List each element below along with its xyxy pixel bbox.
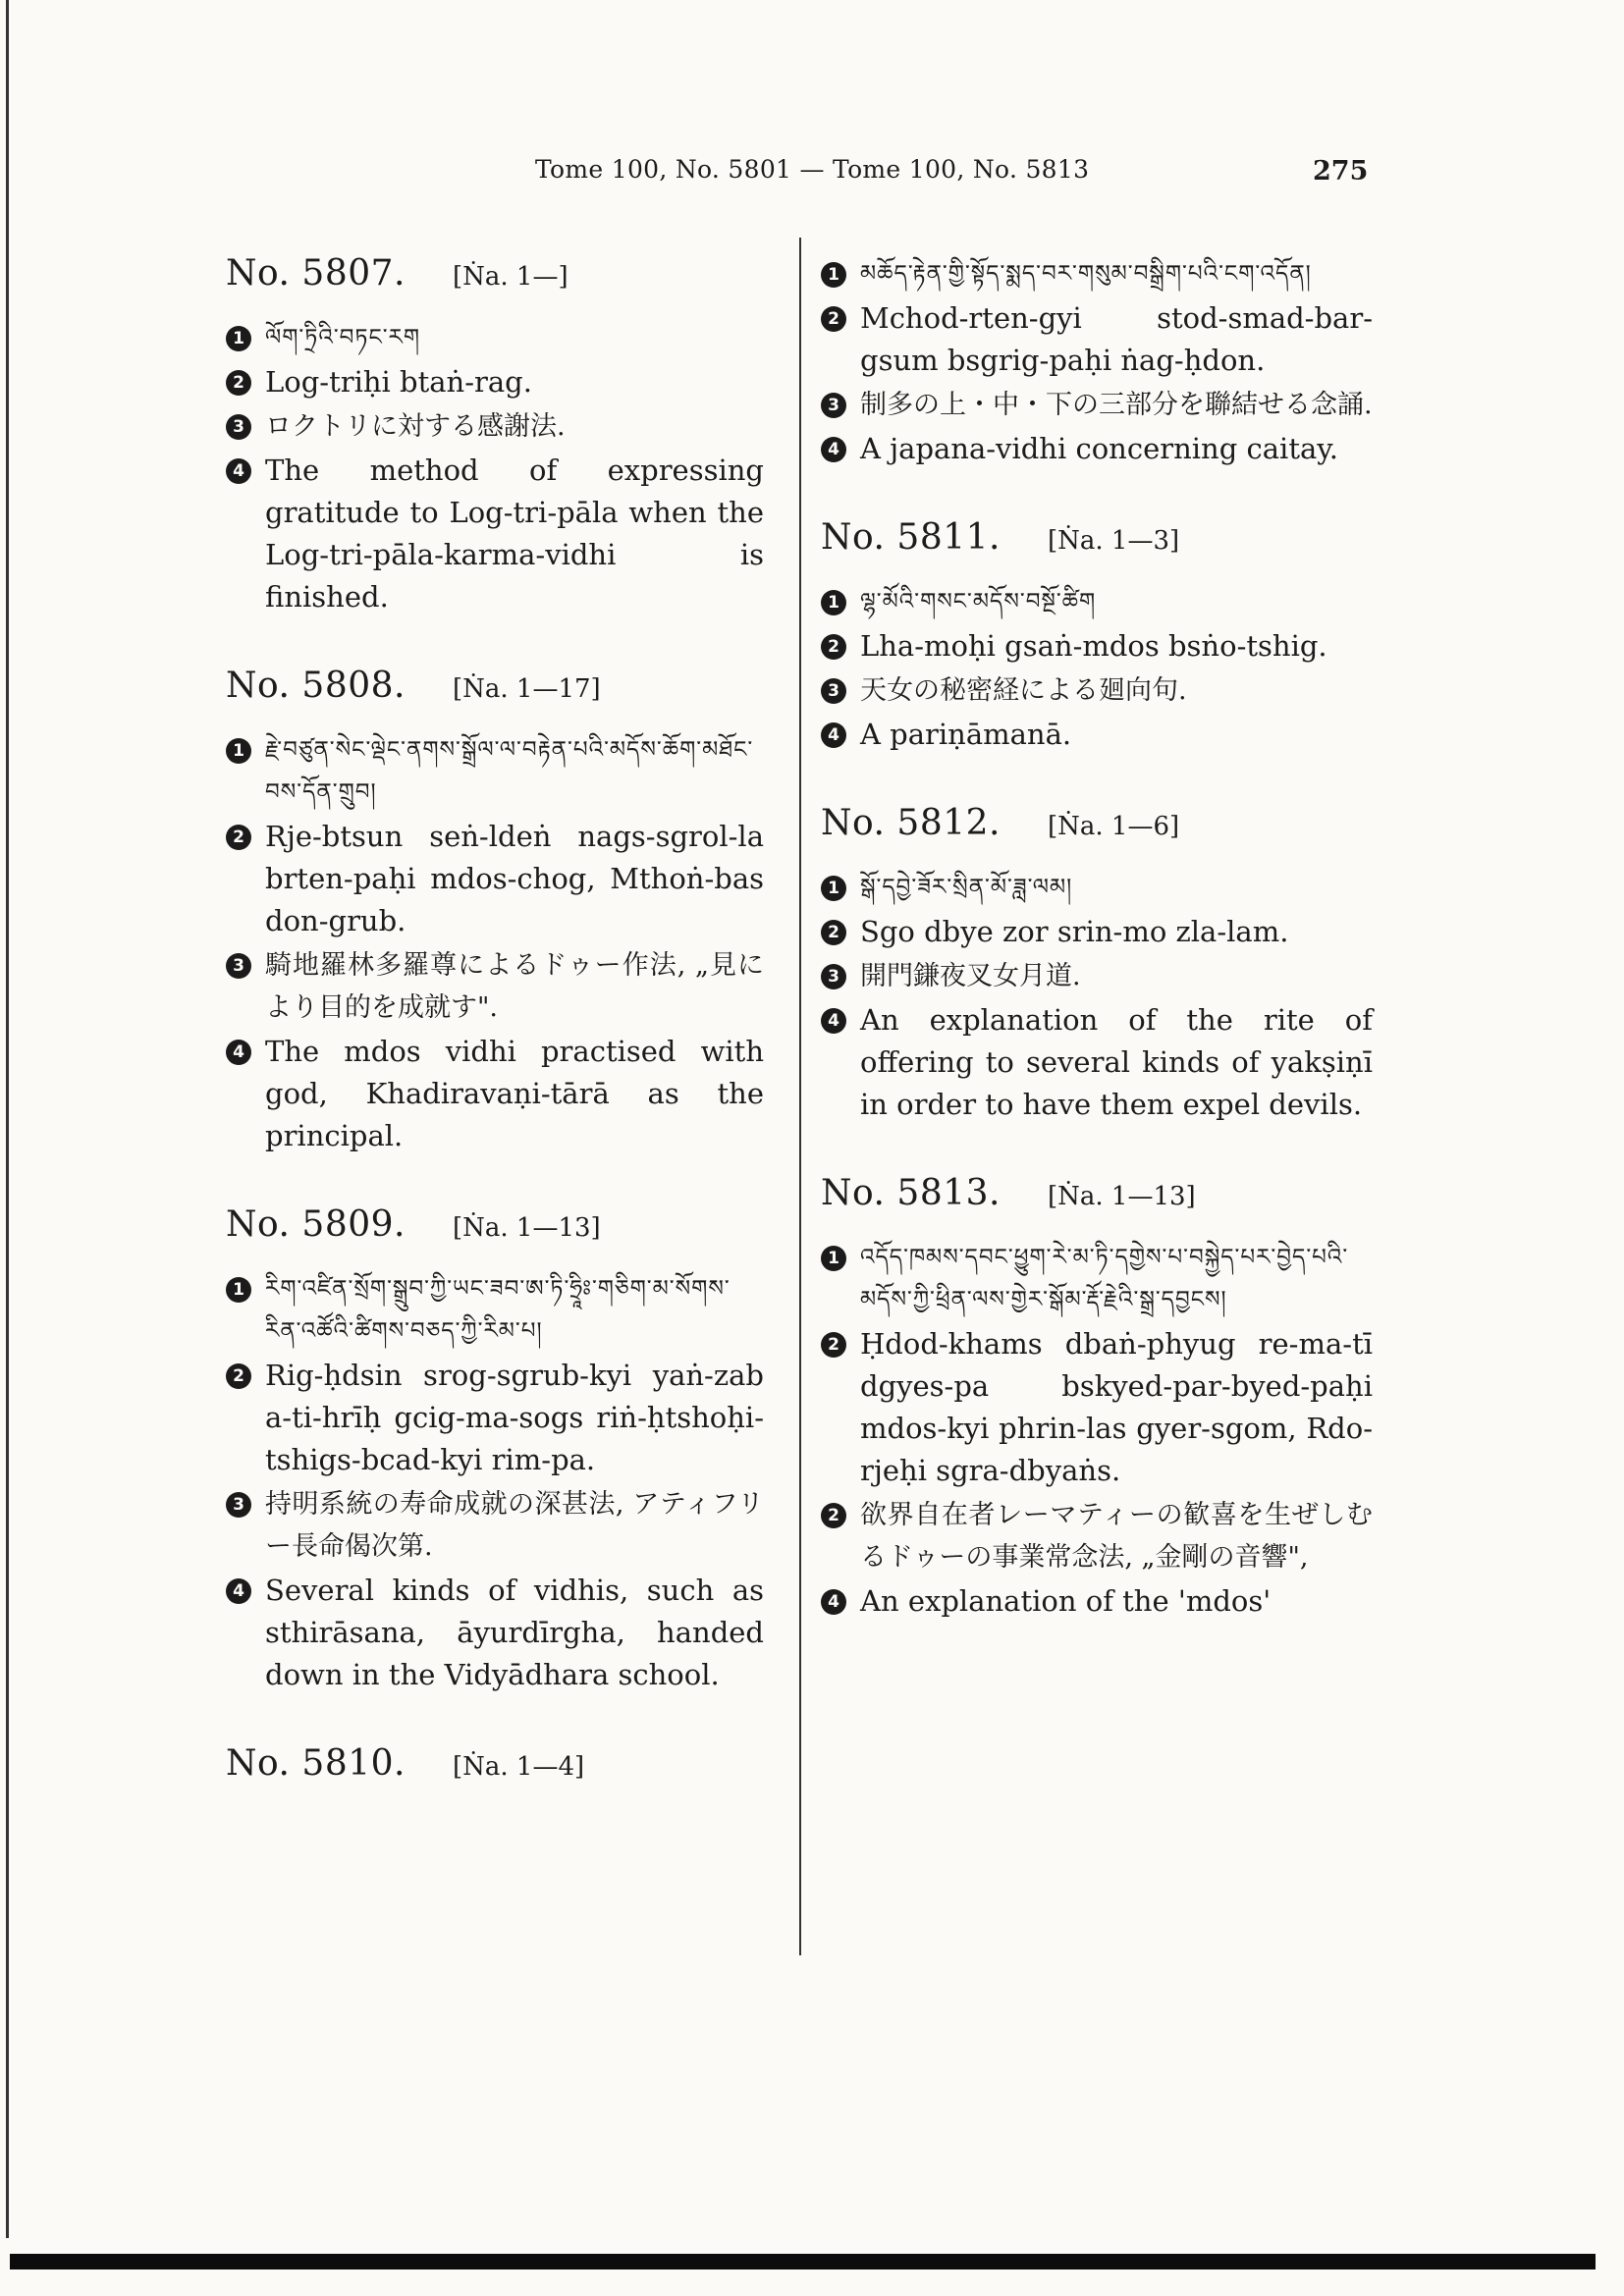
entry-number: No. 5807. xyxy=(226,253,406,294)
entry-5807 xyxy=(226,253,764,618)
entry-5811 xyxy=(821,517,1373,756)
transliteration: Sgo dbye zor srin-mo zla-lam. xyxy=(860,915,1289,948)
circled-three-icon: 3 xyxy=(226,414,251,440)
transliteration-item xyxy=(226,816,764,942)
tibetan-title-item xyxy=(821,867,1373,909)
tibetan-title: མཆོད་རྟེན་གྱི་སྟོད་སྨད་བར་གསུམ་བསྒྲིག་པའི་ངག་འདོན། xyxy=(860,261,1312,287)
running-head: Tome 100, No. 5801 — Tome 100, No. 5813 xyxy=(535,155,1090,184)
transliteration-item xyxy=(821,911,1373,953)
japanese-title: 欲界自在者レーマティーの歓喜を生ぜしむるドゥーの事業常念法, „金剛の音響", xyxy=(860,1500,1373,1573)
tibetan-title-item xyxy=(821,581,1373,623)
entry-5812 xyxy=(821,803,1373,1126)
entry-5813 xyxy=(821,1173,1373,1623)
entry-heading xyxy=(226,1743,764,1784)
circled-three-icon: 3 xyxy=(226,953,251,979)
circled-one-icon: 1 xyxy=(821,1246,846,1271)
entry-heading xyxy=(226,253,764,294)
entry-number: No. 5809. xyxy=(226,1204,406,1245)
transliteration-item xyxy=(226,361,764,403)
entry-range: [Ṅa. 1—13] xyxy=(1048,1182,1196,1211)
tibetan-title: འདོད་ཁམས་དབང་ཕྱུག་རེ་མ་ཏི་དགྱེས་པ་བསྐྱེད་པར་བྱེད་པའི་མདོས་ཀྱི་ཕྲིན་ལས་གྱེར་སྒོམ་རྡོ་རྗེའི་སྒྲ་དབྱངས། xyxy=(860,1245,1349,1312)
entry-number: No. 5808. xyxy=(226,666,406,706)
circled-two-icon: 2 xyxy=(821,1503,846,1528)
circled-one-icon: 1 xyxy=(226,326,251,351)
japanese-title: 持明系統の寿命成就の深甚法, アティフリー長命偈次第. xyxy=(265,1489,764,1562)
entry-5809 xyxy=(226,1204,764,1696)
circled-two-icon: 2 xyxy=(821,920,846,945)
english-description-item xyxy=(226,1031,764,1157)
japanese-title-item xyxy=(226,944,764,1029)
bottom-rule xyxy=(10,2254,1596,2269)
japanese-title: 制多の上・中・下の三部分を聯結せる念誦. xyxy=(860,390,1373,420)
scan-left-edge xyxy=(6,0,9,2238)
english-description-item xyxy=(821,1580,1373,1623)
transliteration: Rig-ḥdsin srog-sgrub-kyi yaṅ-zab a-ti-hrīḥ gcig-ma-sogs riṅ-ḥtshoḥi-tshigs-bcad-kyi rim-pa. xyxy=(265,1359,764,1476)
english-description: Several kinds of vidhis, such as sthirāsana, āyurdīrgha, handed down in the Vidyādhara school. xyxy=(265,1574,764,1691)
english-description: The method of expressing gratitude to Log-tri-pāla when the Log-tri-pāla-karma-vidhi is finished. xyxy=(265,454,764,614)
english-description: The mdos vidhi practised with god, Khadiravaṇi-tārā as the principal. xyxy=(265,1035,764,1152)
japanese-title-item xyxy=(821,1494,1373,1578)
english-description: An explanation of the 'mdos' xyxy=(860,1584,1272,1618)
entry-range: [Ṅa. 1—3] xyxy=(1048,526,1180,556)
circled-two-icon: 2 xyxy=(226,370,251,396)
transliteration: Rje-btsun seṅ-ldeṅ nags-sgrol-la brten-paḥi mdos-chog, Mthoṅ-bas don-grub. xyxy=(265,820,764,937)
tibetan-title-item xyxy=(226,317,764,359)
tibetan-title-item xyxy=(226,1268,764,1353)
japanese-title: ロクトリに対する感謝法. xyxy=(265,411,566,442)
circled-one-icon: 1 xyxy=(821,590,846,615)
circled-three-icon: 3 xyxy=(821,393,846,418)
entry-number: No. 5811. xyxy=(821,517,1001,558)
japanese-title: 天女の秘密経による廻向句. xyxy=(860,675,1187,706)
tibetan-title-item xyxy=(226,729,764,814)
entry-range: [Ṅa. 1—13] xyxy=(453,1213,601,1243)
circled-one-icon: 1 xyxy=(821,262,846,288)
entry-range: [Ṅa. 1—17] xyxy=(453,674,601,704)
english-description-item xyxy=(226,1570,764,1696)
tibetan-title: ལོག་ཏྲིའི་བཏང་རག xyxy=(265,325,421,350)
transliteration-item xyxy=(821,625,1373,667)
entry-number: No. 5813. xyxy=(821,1173,1001,1213)
english-description: An explanation of the rite of offering to several kinds of yakṣiṇī in order to have them expel devils. xyxy=(860,1003,1373,1121)
tibetan-title: སྒོ་དབྱེ་ཟོར་སྲིན་མོ་ཟླ་ལམ། xyxy=(860,875,1073,900)
english-description-item xyxy=(821,999,1373,1126)
entry-heading xyxy=(821,803,1373,843)
column-divider xyxy=(799,238,801,1955)
japanese-title-item xyxy=(821,384,1373,426)
entry-5810-continued xyxy=(821,253,1373,470)
japanese-title: 開門鎌夜叉女月道. xyxy=(860,961,1081,991)
entry-range: [Ṅa. 1—4] xyxy=(453,1752,585,1782)
tibetan-title-item xyxy=(821,253,1373,295)
circled-two-icon: 2 xyxy=(821,634,846,660)
circled-four-icon: 4 xyxy=(821,1589,846,1615)
entry-heading xyxy=(226,666,764,706)
transliteration-item xyxy=(821,297,1373,382)
page-number: 275 xyxy=(1313,156,1369,187)
japanese-title-item xyxy=(821,669,1373,712)
circled-two-icon: 2 xyxy=(226,1363,251,1389)
entry-heading xyxy=(821,1173,1373,1213)
transliteration: Log-triḥi btaṅ-rag. xyxy=(265,365,532,399)
circled-one-icon: 1 xyxy=(226,1277,251,1303)
japanese-title-item xyxy=(821,955,1373,997)
circled-four-icon: 4 xyxy=(821,722,846,748)
transliteration: Lha-moḥi gsaṅ-mdos bsṅo-tshig. xyxy=(860,629,1327,663)
circled-two-icon: 2 xyxy=(821,306,846,332)
circled-one-icon: 1 xyxy=(226,738,251,764)
circled-three-icon: 3 xyxy=(821,678,846,704)
entry-heading xyxy=(226,1204,764,1245)
english-description: A pariṇāmanā. xyxy=(860,718,1072,751)
tibetan-title: རྗེ་བཙུན་སེང་ལྡེང་ནགས་སྒྲོལ་ལ་བརྟེན་པའི་མདོས་ཆོག་མཐོང་བས་དོན་གྲུབ། xyxy=(265,737,754,805)
entry-5810-heading xyxy=(226,1743,764,1784)
circled-four-icon: 4 xyxy=(226,1578,251,1604)
transliteration: Ḥdod-khams dbaṅ-phyug re-ma-tī dgyes-pa bskyed-par-byed-paḥi mdos-kyi phrin-las gyer-sgom, Rdo-rjeḥi sgra-dbyaṅs. xyxy=(860,1327,1373,1487)
tibetan-title-item xyxy=(821,1237,1373,1321)
circled-four-icon: 4 xyxy=(821,437,846,462)
circled-one-icon: 1 xyxy=(821,876,846,901)
circled-three-icon: 3 xyxy=(226,1492,251,1518)
circled-three-icon: 3 xyxy=(821,964,846,989)
entry-number: No. 5810. xyxy=(226,1743,406,1784)
tibetan-title: རིག་འཛིན་སྲོག་སྒྲུབ་ཀྱི་ཡང་ཟབ་ཨ་ཏི་ཧྲཱིཿ་གཅིག་མ་སོགས་རིན་འཚོའི་ཚིགས་བཅད་ཀྱི་རིམ་པ། xyxy=(265,1276,731,1344)
tibetan-title: ལྷ་མོའི་གསང་མདོས་བསྔོ་ཚིག xyxy=(860,589,1097,614)
circled-four-icon: 4 xyxy=(821,1008,846,1034)
left-column xyxy=(226,253,764,1831)
entry-range: [Ṅa. 1—] xyxy=(453,262,568,292)
english-description-item xyxy=(821,714,1373,756)
circled-four-icon: 4 xyxy=(226,1040,251,1065)
english-description-item xyxy=(821,428,1373,470)
circled-two-icon: 2 xyxy=(226,825,251,850)
circled-four-icon: 4 xyxy=(226,458,251,484)
japanese-title: 騎地羅林多羅尊によるドゥー作法, „見により目的を成就す". xyxy=(265,950,764,1023)
entry-range: [Ṅa. 1—6] xyxy=(1048,812,1180,841)
entry-number: No. 5812. xyxy=(821,803,1001,843)
entry-5808 xyxy=(226,666,764,1157)
transliteration: Mchod-rten-gyi stod-smad-bar-gsum bsgrig-paḥi ṅag-ḥdon. xyxy=(860,301,1373,377)
english-description: A japana-vidhi concerning caitay. xyxy=(860,432,1339,465)
english-description-item xyxy=(226,450,764,618)
transliteration-item xyxy=(821,1323,1373,1492)
entry-heading xyxy=(821,517,1373,558)
circled-two-icon: 2 xyxy=(821,1332,846,1358)
transliteration-item xyxy=(226,1355,764,1481)
japanese-title-item xyxy=(226,1483,764,1568)
japanese-title-item xyxy=(226,405,764,448)
right-column xyxy=(821,253,1373,1670)
